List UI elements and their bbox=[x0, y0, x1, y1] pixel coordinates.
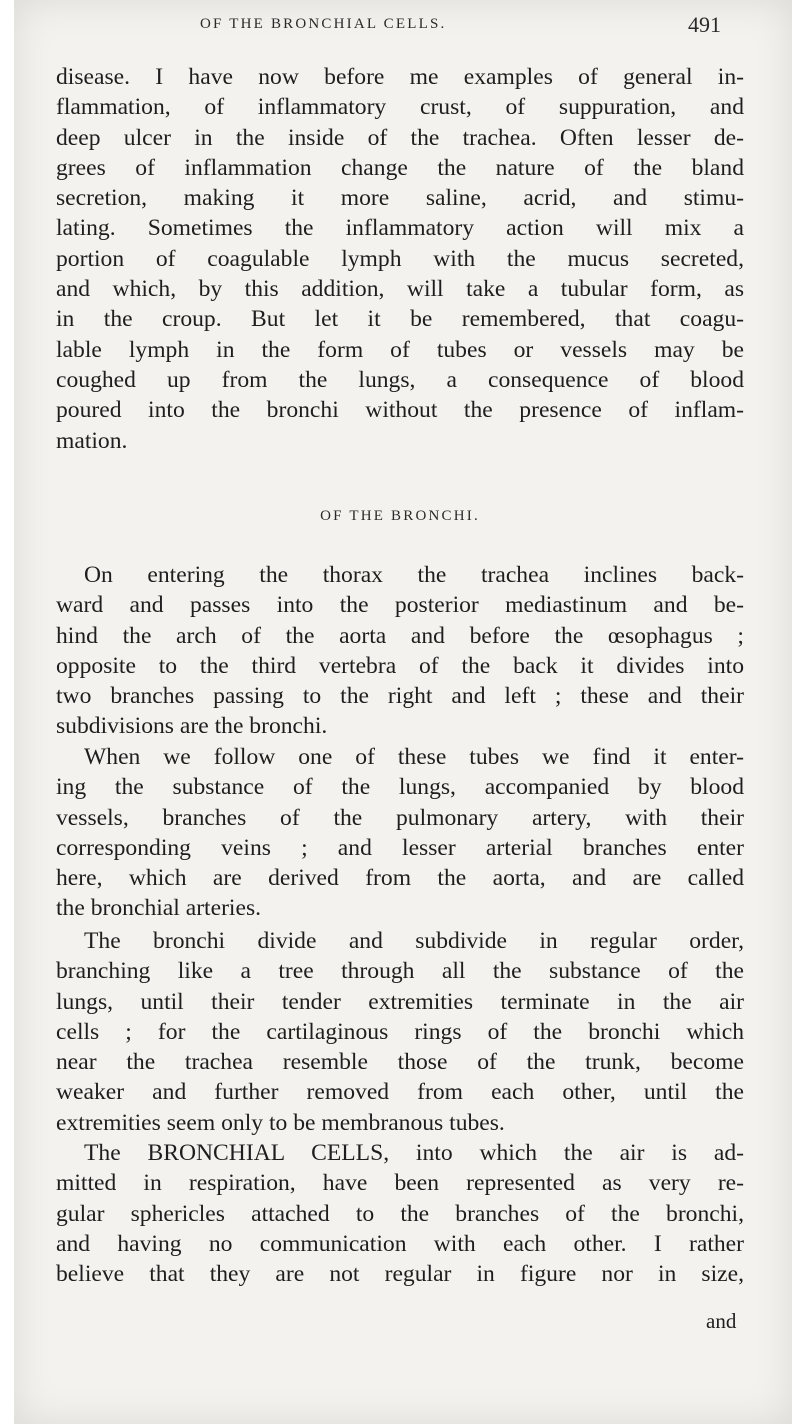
section-one-text bbox=[56, 62, 744, 456]
text-line: in the croup. But let it be remembered, that coagu- bbox=[56, 306, 744, 333]
text-line: grees of inflammation change the nature of the bland bbox=[56, 154, 744, 181]
text-line: deep ulcer in the inside of the trachea. Often lesser de- bbox=[56, 124, 744, 151]
text-line: lable lymph in the form of tubes or vessels may be bbox=[56, 336, 744, 363]
text-line: lating. Sometimes the inflammatory action will mix a bbox=[56, 215, 744, 242]
section-two-paragraph-1 bbox=[56, 560, 744, 742]
text-line: hind the arch of the aorta and before the œsophagus ; bbox=[56, 622, 744, 649]
text-line: extremities seem only to be membranous tubes. bbox=[56, 1109, 505, 1136]
text-line: gular sphericles attached to the branches of the bronchi, bbox=[56, 1200, 744, 1227]
text-line: lungs, until their tender extremities terminate in the air bbox=[56, 988, 744, 1015]
text-line: corresponding veins ; and lesser arterial branches enter bbox=[56, 834, 744, 861]
page-number: 491 bbox=[688, 12, 721, 37]
text-line: When we follow one of these tubes we find it enter- bbox=[84, 744, 744, 770]
text-line: On entering the thorax the trachea inclines back- bbox=[84, 562, 744, 588]
text-line: and which, by this addition, will take a tubular form, as bbox=[56, 276, 744, 303]
running-head: OF THE BRONCHIAL CELLS. bbox=[200, 16, 447, 32]
text-line: The bronchi divide and subdivide in regular order, bbox=[84, 928, 744, 954]
section-two-paragraph-4 bbox=[56, 1138, 744, 1289]
catchword: and bbox=[706, 1309, 737, 1333]
text-line: mitted in respiration, have been represented as very re- bbox=[56, 1170, 744, 1197]
text-line: mation. bbox=[56, 427, 128, 454]
text-line: branching like a tree through all the substance of the bbox=[56, 958, 744, 985]
text-line: The BRONCHIAL CELLS, into which the air is ad- bbox=[84, 1140, 744, 1166]
text-line: believe that they are not regular in figure nor in size, bbox=[56, 1261, 744, 1288]
text-line: ing the substance of the lungs, accompanied by blood bbox=[56, 774, 744, 801]
text-line: vessels, branches of the pulmonary artery, with their bbox=[56, 804, 744, 831]
text-line: subdivisions are the bronchi. bbox=[56, 713, 328, 740]
text-line: disease. I have now before me examples of general in- bbox=[56, 64, 744, 90]
text-line: here, which are derived from the aorta, and are called bbox=[56, 865, 744, 892]
text-line: secretion, making it more saline, acrid, and stimu- bbox=[56, 185, 744, 212]
text-line: flammation, of inflammatory crust, of suppuration, and bbox=[56, 94, 744, 121]
text-line: weaker and further removed from each other, until the bbox=[56, 1079, 744, 1106]
text-line: portion of coagulable lymph with the mucus secreted, bbox=[56, 245, 744, 272]
section-two-paragraph-2 bbox=[56, 742, 744, 924]
section-heading: OF THE BRONCHI. bbox=[320, 508, 480, 524]
text-line: cells ; for the cartilaginous rings of the bronchi which bbox=[56, 1018, 744, 1045]
section-two-paragraph-3 bbox=[56, 926, 744, 1138]
page-left-margin bbox=[0, 0, 14, 1424]
text-line: near the trachea resemble those of the trunk, become bbox=[56, 1049, 744, 1076]
text-line: ward and passes into the posterior mediastinum and be- bbox=[56, 592, 744, 619]
text-line: coughed up from the lungs, a consequence of blood bbox=[56, 366, 744, 393]
text-line: and having no communication with each other. I rather bbox=[56, 1230, 744, 1257]
text-line: poured into the bronchi without the presence of inflam- bbox=[56, 397, 744, 424]
text-line: two branches passing to the right and left ; these and their bbox=[56, 683, 744, 710]
text-line: the bronchial arteries. bbox=[56, 895, 262, 922]
text-line: opposite to the third vertebra of the back it divides into bbox=[56, 652, 744, 679]
